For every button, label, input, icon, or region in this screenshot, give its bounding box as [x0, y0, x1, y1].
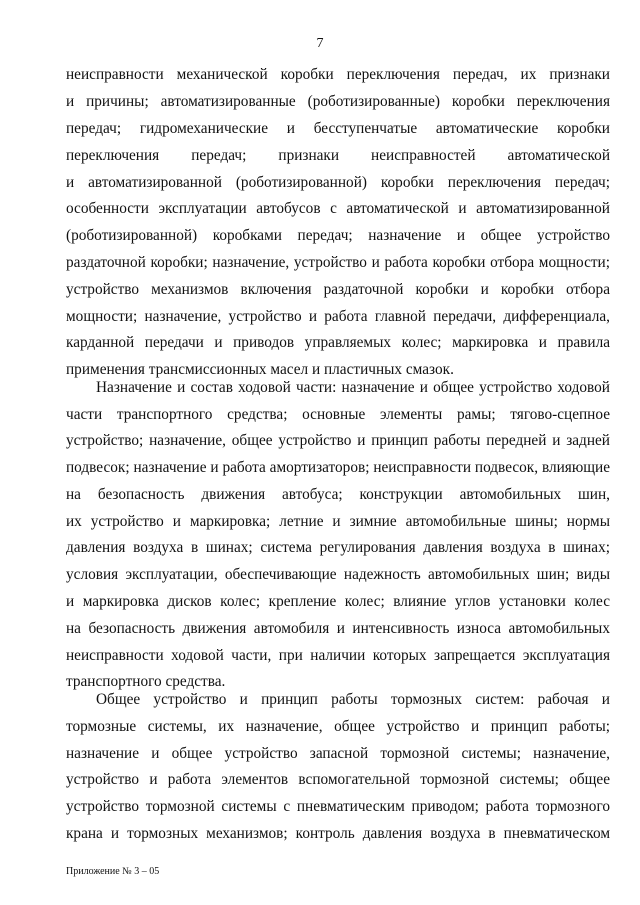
- text-line: части транспортного средства; основные элементы рамы; тягово-сцепное: [66, 406, 610, 423]
- text-line: тормозные системы, их назначение, общее устройство и принцип работы;: [66, 718, 610, 735]
- text-line: устройство тормозной системы с пневматическим приводом; работа тормозного: [66, 798, 610, 815]
- text-line: карданной передачи и приводов управляемых колес; маркировка и правила: [66, 334, 610, 351]
- text-line: Общее устройство и принцип работы тормозных систем: рабочая и: [96, 691, 610, 708]
- text-line: раздаточной коробки; назначение, устройство и работа коробки отбора мощности;: [66, 254, 610, 271]
- text-line: устройство; назначение, общее устройство и принцип работы передней и задней: [66, 432, 610, 449]
- text-line: (роботизированной) коробками передач; назначение и общее устройство: [66, 227, 610, 244]
- text-line: подвесок; назначение и работа амортизаторов; неисправности подвесок, влияющие: [66, 459, 610, 476]
- text-line: мощности; назначение, устройство и работа главной передачи, дифференциала,: [66, 308, 610, 325]
- text-line: применения трансмиссионных масел и пластичных смазок.: [66, 361, 454, 378]
- text-line: назначение и общее устройство запасной тормозной системы; назначение,: [66, 745, 610, 762]
- page-number: 7: [316, 36, 324, 51]
- text-line: переключения передач; признаки неисправностей автоматической: [66, 147, 610, 164]
- text-line: крана и тормозных механизмов; контроль давления воздуха в пневматическом: [66, 825, 610, 842]
- text-line: и причины; автоматизированные (роботизированные) коробки переключения: [66, 93, 610, 110]
- text-line: Назначение и состав ходовой части: назначение и общее устройство ходовой: [96, 379, 610, 396]
- text-line: давления воздуха в шинах; система регулирования давления воздуха в шинах;: [66, 539, 610, 556]
- text-line: на безопасность движения автомобиля и интенсивность износа автомобильных: [66, 620, 610, 637]
- text-line: особенности эксплуатации автобусов с автоматической и автоматизированной: [66, 200, 610, 217]
- text-line: неисправности механической коробки переключения передач, их признаки: [66, 66, 610, 83]
- text-line: на безопасность движения автобуса; конструкции автомобильных шин,: [66, 486, 610, 503]
- text-line: их устройство и маркировка; летние и зимние автомобильные шины; нормы: [66, 513, 610, 530]
- text-line: транспортного средства.: [66, 673, 226, 690]
- text-line: передач; гидромеханические и бесступенчатые автоматические коробки: [66, 120, 610, 137]
- text-line: условия эксплуатации, обеспечивающие надежность автомобильных шин; виды: [66, 566, 610, 583]
- text-line: устройство механизмов включения раздаточной коробки и коробки отбора: [66, 281, 610, 298]
- text-line: и маркировка дисков колес; крепление колес; влияние углов установки колес: [66, 593, 610, 610]
- footer-appendix-label: Приложение № 3 – 05: [66, 866, 160, 877]
- text-line: неисправности ходовой части, при наличии которых запрещается эксплуатация: [66, 647, 610, 664]
- text-line: устройство и работа элементов вспомогательной тормозной системы; общее: [66, 771, 610, 788]
- text-line: и автоматизированной (роботизированной) коробки переключения передач;: [66, 174, 610, 191]
